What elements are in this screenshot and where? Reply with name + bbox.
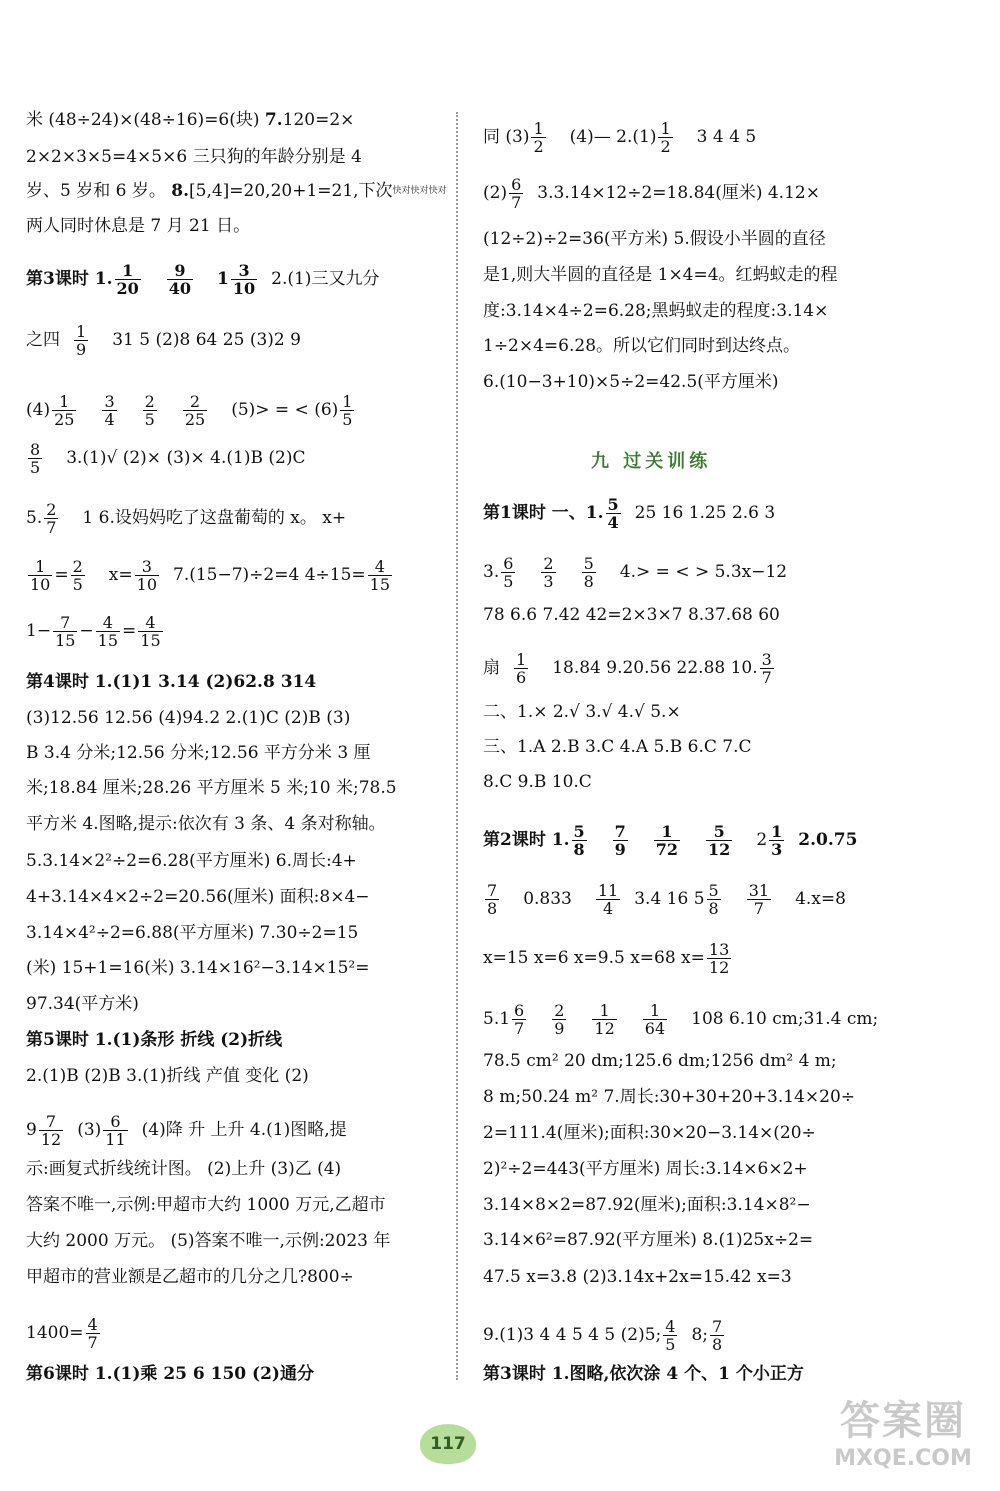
text-line: 78.5 cm² 20 dm;125.6 dm;1256 dm² 4 m; [483, 1051, 837, 1071]
fraction: $\frac{5}{12}$ [708, 822, 731, 859]
fraction: $\frac{6}{7}$ [514, 1001, 525, 1038]
handwritten-scribble: 快对快对快对 [392, 186, 447, 196]
text-line: 岁、5 岁和 6 岁。 8.[5,4]=20,20+1=21,下次快对快对快对 [26, 181, 447, 201]
fraction: $\frac{1}{10}$ [30, 557, 51, 594]
watermark-url: MXQE.COM [834, 1446, 972, 1471]
text-line: 之四 $\frac{1}{9}$ 31 5 (2)8 64 25 (3)2 9 [26, 322, 301, 359]
text-line: 2)²÷2=443(平方厘米) 周长:3.14×6×2+ [483, 1159, 808, 1179]
watermark-text: 答案圈 [840, 1398, 966, 1444]
fraction: $\frac{1}{72}$ [655, 822, 679, 859]
fraction: $\frac{1}{25}$ [54, 392, 75, 429]
text-line: 答案不唯一,示例:甲超市大约 1000 万元,乙超市 [26, 1195, 386, 1215]
text-line: 米 (48÷24)×(48÷16)=6(块) 7.120=2× [26, 110, 355, 130]
text-line: 同 (3) $\frac{1}{2}$ (4)— 2.(1) $\frac{1}{2}$ 3 4 4 5 [483, 119, 757, 156]
text-line: 1÷2×4=6.28。所以它们同时到达终点。 [483, 336, 801, 356]
text-line: 47.5 x=3.8 (2)3.14x+2x=15.42 x=3 [483, 1267, 792, 1287]
fraction: $\frac{11}{4}$ [597, 881, 619, 918]
fraction: $\frac{3}{10}$ [136, 557, 157, 594]
fraction: $\frac{3}{4}$ [104, 392, 115, 429]
fraction: $\frac{7}{12}$ [40, 1112, 62, 1149]
text-line: 3.14×4²÷2=6.88(平方厘米) 7.30÷2=15 [26, 923, 359, 943]
fraction: $\frac{1}{20}$ [116, 261, 139, 298]
text-line: 甲超市的营业额是乙超市的几分之几?800÷ [26, 1267, 354, 1287]
text-line: 米;18.84 厘米;28.26 平方厘米 5 米;10 米;78.5 [26, 778, 397, 798]
lesson-3-line: 第3课时 1. $\frac{1}{20}$ $\frac{9}{40}$ 1 $\frac{3}{10}$ 2.(1)三又九分 [26, 261, 380, 298]
fraction: $\frac{2}{5}$ [144, 392, 155, 429]
text-line: 9 $\frac{7}{12}$ (3) $\frac{6}{11}$ (4)降 升 上升 4.(1)图略,提 [26, 1112, 347, 1149]
text-line: 两人同时休息是 7 月 21 日。 [26, 216, 251, 236]
text-line: 度:3.14×4÷2=6.28;黑蚂蚁走的程度:3.14× [483, 301, 829, 321]
text-line: 3.14×8×2=87.92(厘米);面积:3.14×8²− [483, 1195, 811, 1215]
lesson-5-line: 第5课时 1.(1)条形 折线 (2)折线 [26, 1030, 283, 1050]
text-line: 8.C 9.B 10.C [483, 772, 592, 792]
text-line: 3. $\frac{6}{5}$ $\frac{2}{3}$ $\frac{5}{8}$ 4.> = < > 5.3x−12 [483, 554, 788, 591]
fraction: $\frac{31}{7}$ [748, 881, 770, 918]
fraction: $\frac{1}{3}$ [771, 822, 783, 859]
text-line: x=15 x=6 x=9.5 x=68 x= $\frac{13}{12}$ [483, 940, 730, 977]
text-line: $\frac{8}{5}$ 3.(1)√ (2)× (3)× 4.(1)B (2)C [30, 440, 306, 477]
text-line: 78 6.6 7.42 42=2×3×7 8.37.68 60 [483, 605, 780, 625]
text-line: 扇 $\frac{1}{6}$ 18.84 9.20.56 22.88 10. $\frac{3}{7}$ [483, 650, 772, 687]
fraction: $\frac{1}{2}$ [533, 119, 544, 156]
fraction: $\frac{2}{3}$ [543, 554, 554, 591]
text-line: 5.1 $\frac{6}{7}$ $\frac{2}{9}$ $\frac{1}{12}$ $\frac{1}{64}$ 108 6.10 cm;31.4 cm; [483, 1001, 879, 1038]
text-line: $\frac{7}{8}$ 0.833 $\frac{11}{4}$ 3.4 16 5 $\frac{5}{8}$ $\frac{31}{7}$ 4.x=8 [487, 881, 846, 918]
fraction: $\frac{1}{5}$ [342, 392, 353, 429]
lesson-6-line: 第6课时 1.(1)乘 25 6 150 (2)通分 [26, 1364, 314, 1384]
watermark-logo [818, 1398, 988, 1488]
fraction: $\frac{2}{5}$ [72, 557, 83, 594]
text-line: 1− $\frac{7}{15}$ − $\frac{4}{15}$ = $\frac{4}{15}$ [26, 613, 161, 650]
fraction: $\frac{1}{6}$ [516, 650, 527, 687]
text-line: 大约 2000 万元。 (5)答案不唯一,示例:2023 年 [26, 1231, 391, 1251]
fraction: $\frac{3}{10}$ [232, 261, 256, 298]
fraction: $\frac{4}{15}$ [369, 557, 390, 594]
text-line: 平方米 4.图略,提示:依次有 3 条、4 条对称轴。 [26, 814, 386, 834]
fraction: $\frac{7}{8}$ [711, 1317, 723, 1354]
fraction: $\frac{6}{5}$ [503, 554, 514, 591]
lesson-2-line: 第2课时 1. $\frac{5}{8}$ $\frac{7}{9}$ $\frac{1}{72}$ $\frac{5}{12}$ 2 $\frac{1}{3}$ 2.0.75 [483, 822, 858, 859]
fraction: $\frac{5}{4}$ [607, 495, 619, 532]
fraction: $\frac{7}{9}$ [614, 822, 626, 859]
fraction: $\frac{5}{8}$ [583, 554, 594, 591]
fraction: $\frac{6}{7}$ [511, 175, 522, 212]
text-line: $\frac{1}{10}$ = $\frac{2}{5}$ x= $\frac{3}{10}$ 7.(15−7)÷2=4 4÷15= $\frac{4}{15}$ [30, 557, 390, 594]
fraction: $\frac{3}{7}$ [761, 650, 772, 687]
text-line: B 3.4 分米;12.56 分米;12.56 平方分米 3 厘 [26, 743, 371, 763]
fraction: $\frac{9}{40}$ [168, 261, 192, 298]
fraction: $\frac{13}{12}$ [708, 940, 730, 977]
text-line: 2.(1)B (2)B 3.(1)折线 产值 变化 (2) [26, 1066, 309, 1086]
text-line: 示:画复式折线统计图。 (2)上升 (3)乙 (4) [26, 1159, 342, 1179]
text-line: (米) 15+1=16(米) 3.14×16²−3.14×15²= [26, 958, 370, 978]
lesson-3-line: 第3课时 1.图略,依次涂 4 个、1 个小正方 [483, 1364, 804, 1384]
text-line: 4+3.14×4×2÷2=20.56(厘米) 面积:8×4− [26, 887, 370, 907]
fraction: $\frac{1}{12}$ [594, 1001, 615, 1038]
fraction: $\frac{7}{8}$ [487, 881, 498, 918]
fraction: $\frac{4}{15}$ [97, 613, 119, 650]
text-line: 3.14×6²=87.92(平方厘米) 8.(1)25x÷2= [483, 1230, 814, 1250]
fraction: $\frac{1}{9}$ [76, 322, 87, 359]
text-line: (12÷2)÷2=36(平方米) 5.假设小半圆的直径 [483, 229, 826, 249]
fraction: $\frac{5}{8}$ [708, 881, 719, 918]
text-line: 97.34(平方米) [26, 994, 139, 1014]
text-line: (4) $\frac{1}{25}$ $\frac{3}{4}$ $\frac{2}{5}$ $\frac{2}{25}$ (5)> = < (6) $\frac{1}{5}$ [26, 392, 353, 429]
fraction: $\frac{4}{7}$ [87, 1315, 98, 1352]
text-line: 三、1.A 2.B 3.C 4.A 5.B 6.C 7.C [483, 737, 752, 757]
text-line: 二、1.× 2.√ 3.√ 4.√ 5.× [483, 702, 681, 722]
fraction: $\frac{2}{7}$ [46, 500, 57, 537]
text-line: 2=111.4(厘米);面积:30×20−3.14×(20÷ [483, 1123, 816, 1143]
fraction: $\frac{1}{2}$ [660, 119, 671, 156]
text-line: 8 m;50.24 m² 7.周长:30+30+20+3.14×20÷ [483, 1087, 856, 1107]
text-line: 9.(1)3 4 4 5 4 5 (2)5; $\frac{4}{5}$ 8; $\frac{7}{8}$ [483, 1317, 723, 1354]
fraction: $\frac{2}{25}$ [184, 392, 206, 429]
page-number: 117 [420, 1424, 476, 1464]
fraction: $\frac{6}{11}$ [105, 1112, 126, 1149]
lesson-1-line: 第1课时 一、1. $\frac{5}{4}$ 25 16 1.25 2.6 3 [483, 495, 776, 532]
text-line: 5. $\frac{2}{7}$ 1 6.设妈妈吃了这盘葡萄的 x。 x+ [26, 500, 347, 537]
text-line: 5.3.14×2²÷2=6.28(平方厘米) 6.周长:4+ [26, 851, 357, 871]
fraction: $\frac{5}{8}$ [573, 822, 585, 859]
fraction: $\frac{1}{64}$ [644, 1001, 666, 1038]
fraction: $\frac{4}{15}$ [140, 613, 161, 650]
text-line: 1400= $\frac{4}{7}$ [26, 1315, 98, 1352]
fraction: $\frac{2}{9}$ [554, 1001, 565, 1038]
text-line: 6.(10−3+10)×5÷2=42.5(平方厘米) [483, 372, 779, 392]
text-line: 2×2×3×5=4×5×6 三只狗的年龄分别是 4 [26, 147, 362, 167]
fraction: $\frac{8}{5}$ [30, 440, 41, 477]
text-line: (3)12.56 12.56 (4)94.2 2.(1)C (2)B (3) [26, 708, 351, 728]
text-line: (2) $\frac{6}{7}$ 3.3.14×12÷2=18.84(厘米) 4.12× [483, 175, 820, 212]
fraction: $\frac{4}{5}$ [665, 1317, 676, 1354]
column-divider [456, 112, 458, 1380]
text-line: 是1,则大半圆的直径是 1×4=4。红蚂蚁走的程 [483, 265, 838, 285]
section-title: 九 过关训练 [591, 451, 712, 472]
fraction: $\frac{7}{15}$ [55, 613, 76, 650]
lesson-4-line: 第4课时 1.(1)1 3.14 (2)62.8 314 [26, 672, 317, 692]
